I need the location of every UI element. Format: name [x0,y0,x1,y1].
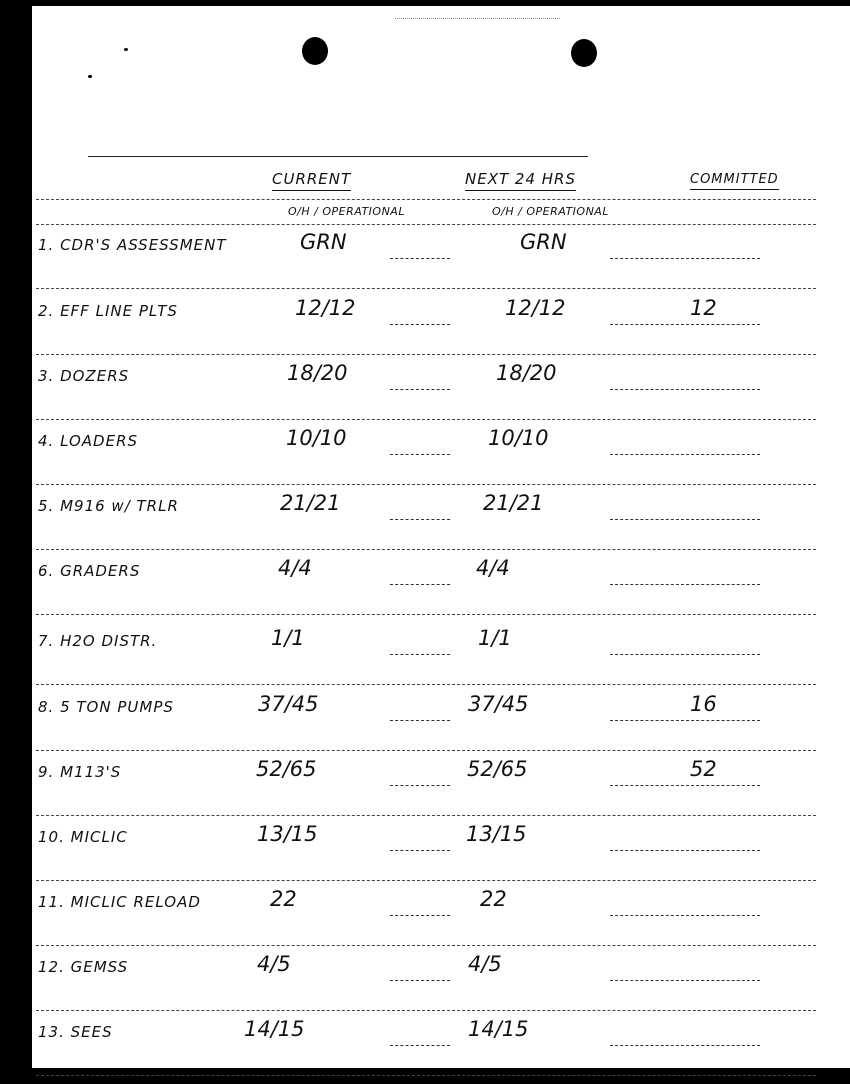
row-label: 8. 5 TON PUMPS [38,698,174,716]
fill-line [610,389,760,390]
row-rule [36,684,816,685]
current-value: 10/10 [286,426,347,450]
current-value: 4/5 [257,952,291,976]
fill-line [610,850,760,851]
next-24-hrs-value: 37/45 [468,692,529,716]
current-value: 18/20 [287,361,348,385]
row-label: 6. GRADERS [38,562,141,580]
next-24-hrs-value: 52/65 [467,757,528,781]
row-label: 10. MICLIC [38,828,128,846]
next-24-hrs-value: 12/12 [505,296,566,320]
fill-line [390,654,450,655]
row-label: 11. MICLIC RELOAD [38,893,201,911]
next-24-hrs-value: 1/1 [478,626,512,650]
current-value: 52/65 [256,757,317,781]
scan-dotted-line [395,18,560,19]
fill-line [390,258,450,259]
fill-line [390,915,450,916]
fill-line [610,1045,760,1046]
next-24-hrs-value: 18/20 [496,361,557,385]
current-value: 1/1 [271,626,305,650]
header-committed: COMMITTED [690,172,779,190]
committed-value: 12 [690,296,717,320]
row-rule [36,945,816,946]
subheader-next-24-hrs: O/H / OPERATIONAL [492,205,609,218]
fill-line [610,915,760,916]
fill-line [390,324,450,325]
fill-line [390,850,450,851]
current-value: 4/4 [278,556,312,580]
subheader-current: O/H / OPERATIONAL [288,205,405,218]
next-24-hrs-value: 4/4 [476,556,510,580]
row-rule [36,354,816,355]
current-value: 13/15 [257,822,318,846]
row-rule [36,1010,816,1011]
row-rule [36,224,816,225]
header-next-24-hrs: NEXT 24 HRS [465,170,576,191]
punch-hole-left [302,37,328,65]
current-value: 21/21 [280,491,341,515]
next-24-hrs-value: 22 [480,887,507,911]
fill-line [610,454,760,455]
current-value: GRN [300,230,347,254]
row-label: 9. M113'S [38,763,122,781]
row-label: 7. H2O DISTR. [38,632,158,650]
scan-border-left [0,0,32,1084]
fill-line [390,1045,450,1046]
current-value: 14/15 [244,1017,305,1041]
row-rule [36,815,816,816]
next-24-hrs-value: 4/5 [468,952,502,976]
fill-line [390,584,450,585]
fill-line [390,980,450,981]
next-24-hrs-value: 14/15 [468,1017,529,1041]
row-label: 4. LOADERS [38,432,139,450]
header-rule [88,156,588,157]
row-rule [36,288,816,289]
row-rule [36,419,816,420]
punch-hole-right [571,39,597,67]
row-label: 1. CDR'S ASSESSMENT [38,236,227,254]
row-rule [36,750,816,751]
fill-line [390,454,450,455]
scan-speck [124,48,128,51]
next-24-hrs-value: 10/10 [488,426,549,450]
row-rule [36,614,816,615]
row-label: 2. EFF LINE PLTS [38,302,178,320]
fill-line [610,584,760,585]
current-value: 22 [270,887,297,911]
next-24-hrs-value: 13/15 [466,822,527,846]
fill-line [390,720,450,721]
fill-line [610,654,760,655]
row-label: 5. M916 w/ TRLR [38,497,179,515]
row-rule [36,1075,816,1076]
row-rule [36,549,816,550]
fill-line [610,785,760,786]
row-label: 3. DOZERS [38,367,130,385]
row-label: 13. SEES [38,1023,113,1041]
next-24-hrs-value: GRN [520,230,567,254]
row-rule [36,199,816,200]
committed-value: 52 [690,757,717,781]
next-24-hrs-value: 21/21 [483,491,544,515]
scan-speck [88,75,92,78]
fill-line [610,519,760,520]
fill-line [610,720,760,721]
row-rule [36,484,816,485]
row-label: 12. GEMSS [38,958,129,976]
fill-line [390,785,450,786]
fill-line [610,980,760,981]
fill-line [390,519,450,520]
fill-line [390,389,450,390]
row-rule [36,880,816,881]
committed-value: 16 [690,692,717,716]
scan-border-top [0,0,850,6]
current-value: 12/12 [295,296,356,320]
scan-border-bottom [0,1068,850,1084]
fill-line [610,324,760,325]
current-value: 37/45 [258,692,319,716]
header-current: CURRENT [272,170,351,191]
fill-line [610,258,760,259]
